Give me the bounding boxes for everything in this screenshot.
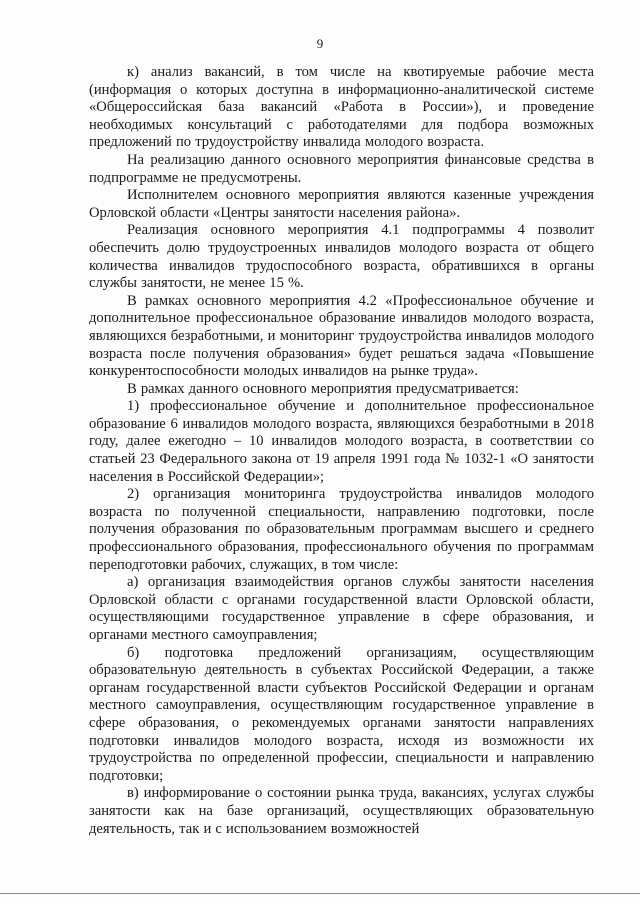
list-item-a-interaction: а) организация взаимодействия органов службы занятости населения Орловской области с органами государственной власти Орловской области, осуществляющими государственное управление в сфере образования, и органами местного самоуправления; <box>89 574 594 643</box>
list-item-1-training: 1) профессиональное обучение и дополнительное профессиональное образование 6 инвалидов молодого возраста, являющихся безработными в 2018 году, далее ежегодно – 10 инвалидов молодого возраста, в соответствии со статьей 23 Федерального закона от 19 апреля 1991 года № 1032-1 «О занятости населения в Российской Федерации»; <box>89 398 594 485</box>
paragraph-executor: Исполнителем основного мероприятия являются казенные учреждения Орловской области «Центры занятости населения района». <box>89 187 594 221</box>
page-number: 9 <box>316 36 324 51</box>
paragraph-funding-note: На реализацию данного основного мероприятия финансовые средства в подпрограмме не предусмотрены. <box>89 151 594 186</box>
list-item-b-proposals: б) подготовка предложений организациям, осуществляющим образовательную деятельность в субъектах Российской Федерации, а также органам государственной власти субъектов Российской Федерации и органам местного самоуправления, осуществляющим государственное управление в сфере образования, о рекомендуемых органами занятости направлениях подготовки инвалидов молодого возраста, исходя из возможности их трудоустройства по определенной профессии, специальности и направлению подготовки; <box>89 644 594 784</box>
paragraph-measure-4-2: В рамках основного мероприятия 4.2 «Профессиональное обучение и дополнительное профессиональное образование инвалидов молодого возраста, являющихся безработными, и мониторинг трудоустройства инвалидов молодого возраста после получения образования» будет решаться задача «Повышение конкурентоспособности молодых инвалидов на рынке труда». <box>89 292 594 380</box>
paragraph-measure-4-1: Реализация основного мероприятия 4.1 подпрограммы 4 позволит обеспечить долю трудоустроенных инвалидов молодого возраста от общего количества инвалидов трудоспособного возраста, обратившихся в органы службы занятости, не менее 15 %. <box>89 222 594 292</box>
document-body <box>89 64 594 838</box>
paragraph-k-vacancy-analysis: к) анализ вакансий, в том числе на квотируемые рабочие места (информация о которых доступна в информационно-аналитической системе «Общероссийская база вакансий «Работа в России»), и проведение необходимых консультаций с работодателями для подбора возможных предложений по трудоустройству инвалида молодого возраста. <box>89 64 594 151</box>
list-item-2-monitoring: 2) организация мониторинга трудоустройства инвалидов молодого возраста по полученной специальности, направлению подготовки, после получения образования по образовательным программам высшего и среднего профессионального образования, профессионального обучения по программам переподготовки рабочих, служащих, в том числе: <box>89 486 594 573</box>
list-item-v-informing: в) информирование о состоянии рынка труда, вакансиях, услугах службы занятости как на базе организаций, осуществляющих образовательную деятельность, так и с использованием возможностей <box>89 785 594 837</box>
paragraph-measure-scope: В рамках данного основного мероприятия предусматривается: <box>127 380 519 397</box>
page-bottom-rule <box>0 893 640 894</box>
